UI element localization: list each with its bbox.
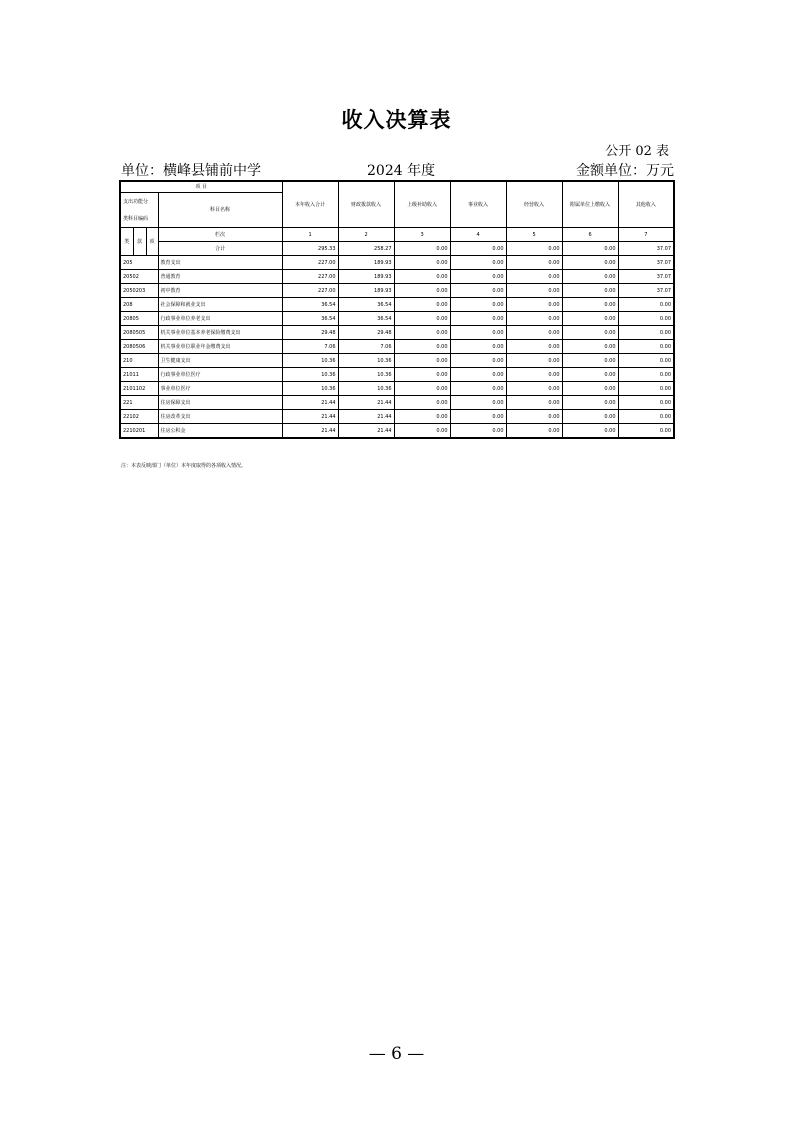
table-row (120, 284, 674, 298)
cell-value: 0.00 (506, 354, 562, 368)
cell-value: 0.00 (562, 382, 618, 396)
cell-value: 0.00 (450, 312, 506, 326)
cell-value: 10.36 (338, 382, 394, 396)
table-row (120, 270, 674, 284)
cell-value: 7.06 (338, 340, 394, 354)
income-table (119, 180, 675, 439)
cell-value: 0.00 (506, 256, 562, 270)
cell-value: 0.00 (562, 312, 618, 326)
cell-value: 0.00 (562, 298, 618, 312)
header-kuan: 款 (133, 228, 146, 256)
subject-code: 20805 (120, 312, 158, 326)
cell-value: 0.00 (506, 368, 562, 382)
table-row (120, 382, 674, 396)
cell-value: 189.93 (338, 256, 394, 270)
table-row (120, 354, 674, 368)
col-header-3: 上级补助收入 (394, 181, 450, 228)
subject-code: 2101102 (120, 382, 158, 396)
table-meta (121, 160, 674, 178)
cell-value: 0.00 (450, 382, 506, 396)
cell-value: 0.00 (562, 340, 618, 354)
col-num-7: 7 (618, 228, 674, 242)
cell-value: 37.07 (618, 270, 674, 284)
col-num-2: 2 (338, 228, 394, 242)
col-header-5: 经营收入 (506, 181, 562, 228)
subject-code: 208 (120, 298, 158, 312)
subject-code: 221 (120, 396, 158, 410)
table-row (120, 410, 674, 424)
subject-name: 卫生健康支出 (158, 354, 282, 368)
cell-value: 0.00 (562, 410, 618, 424)
cell-value: 0.00 (394, 298, 450, 312)
cell-value: 0.00 (394, 340, 450, 354)
subject-name: 行政事业单位医疗 (158, 368, 282, 382)
cell-value: 0.00 (394, 424, 450, 439)
cell-value: 0.00 (394, 382, 450, 396)
table-row (120, 256, 674, 270)
subject-name: 住房保障支出 (158, 396, 282, 410)
cell-value: 0.00 (562, 424, 618, 439)
cell-value: 0.00 (450, 424, 506, 439)
cell-value: 0.00 (618, 354, 674, 368)
cell-value: 29.48 (282, 326, 338, 340)
cell-value: 0.00 (394, 284, 450, 298)
cell-value: 0.00 (562, 326, 618, 340)
total-value: 0.00 (450, 242, 506, 256)
total-value: 0.00 (394, 242, 450, 256)
header-item: 项 目 (120, 181, 282, 193)
cell-value: 0.00 (506, 312, 562, 326)
row-label: 栏次 (158, 228, 282, 242)
subject-code: 20502 (120, 270, 158, 284)
table-row (120, 424, 674, 439)
cell-value: 36.54 (282, 298, 338, 312)
cell-value: 0.00 (618, 396, 674, 410)
cell-value: 36.54 (282, 312, 338, 326)
col-header-4: 事业收入 (450, 181, 506, 228)
table-row (120, 340, 674, 354)
cell-value: 227.00 (282, 284, 338, 298)
cell-value: 29.48 (338, 326, 394, 340)
table-row (120, 396, 674, 410)
subject-name: 行政事业单位养老支出 (158, 312, 282, 326)
cell-value: 227.00 (282, 270, 338, 284)
cell-value: 0.00 (506, 270, 562, 284)
cell-value: 0.00 (450, 270, 506, 284)
page-number: — 6 — (368, 1044, 425, 1064)
col-num-3: 3 (394, 228, 450, 242)
cell-value: 0.00 (394, 312, 450, 326)
year-label: 2024 年度 (367, 163, 436, 179)
cell-value: 21.44 (282, 410, 338, 424)
total-label: 合计 (158, 242, 282, 256)
subject-code: 22102 (120, 410, 158, 424)
cell-value: 36.54 (338, 298, 394, 312)
cell-value: 10.36 (338, 354, 394, 368)
cell-value: 0.00 (562, 270, 618, 284)
cell-value: 0.00 (506, 340, 562, 354)
cell-value: 0.00 (394, 368, 450, 382)
cell-value: 21.44 (282, 396, 338, 410)
subject-code: 2210201 (120, 424, 158, 439)
header-lei: 类 (120, 228, 133, 256)
cell-value: 0.00 (450, 396, 506, 410)
cell-value: 10.36 (282, 368, 338, 382)
cell-value: 0.00 (450, 284, 506, 298)
cell-value: 0.00 (562, 284, 618, 298)
subject-name: 机关事业单位基本养老保险缴费支出 (158, 326, 282, 340)
cell-value: 0.00 (562, 256, 618, 270)
cell-value: 0.00 (506, 326, 562, 340)
cell-value: 0.00 (506, 284, 562, 298)
table-row (120, 312, 674, 326)
total-value: 258.27 (338, 242, 394, 256)
table-note: 注：本表反映部门（单位）本年度取得的各项收入情况。 (121, 463, 247, 469)
header-xiang: 项 (146, 228, 158, 256)
header-row-lkx (120, 228, 674, 242)
header-row-item (120, 181, 674, 193)
cell-value: 227.00 (282, 256, 338, 270)
cell-value: 0.00 (562, 368, 618, 382)
col-num-4: 4 (450, 228, 506, 242)
total-value: 0.00 (562, 242, 618, 256)
subject-code: 2080505 (120, 326, 158, 340)
total-row (120, 242, 674, 256)
subject-code: 2080506 (120, 340, 158, 354)
subject-name: 机关事业单位职业年金缴费支出 (158, 340, 282, 354)
cell-value: 0.00 (450, 340, 506, 354)
subject-code: 210 (120, 354, 158, 368)
cell-value: 0.00 (618, 298, 674, 312)
cell-value: 0.00 (450, 298, 506, 312)
cell-value: 189.93 (338, 284, 394, 298)
col-header-1: 本年收入合计 (282, 181, 338, 228)
subject-code: 2050203 (120, 284, 158, 298)
cell-value: 0.00 (506, 424, 562, 439)
header-class-code: 类科目编码 (120, 211, 158, 228)
cell-value: 0.00 (506, 396, 562, 410)
cell-value: 0.00 (450, 368, 506, 382)
total-value: 0.00 (506, 242, 562, 256)
cell-value: 0.00 (394, 270, 450, 284)
cell-value: 0.00 (618, 368, 674, 382)
cell-value: 0.00 (450, 410, 506, 424)
cell-value: 0.00 (394, 354, 450, 368)
cell-value: 21.44 (282, 424, 338, 439)
cell-value: 0.00 (450, 326, 506, 340)
cell-value: 0.00 (506, 382, 562, 396)
col-num-1: 1 (282, 228, 338, 242)
total-value: 37.07 (618, 242, 674, 256)
subject-name: 社会保障和就业支出 (158, 298, 282, 312)
cell-value: 0.00 (506, 410, 562, 424)
cell-value: 0.00 (618, 326, 674, 340)
cell-value: 21.44 (338, 396, 394, 410)
cell-value: 10.36 (282, 382, 338, 396)
col-num-5: 5 (506, 228, 562, 242)
cell-value: 7.06 (282, 340, 338, 354)
unit-label: 单位：横峰县铺前中学 (121, 163, 261, 179)
cell-value: 36.54 (338, 312, 394, 326)
header-func-class: 支出功能分 (120, 193, 158, 212)
subject-name: 住房公积金 (158, 424, 282, 439)
col-header-6: 附属单位上缴收入 (562, 181, 618, 228)
subject-code: 21011 (120, 368, 158, 382)
col-header-7: 其他收入 (618, 181, 674, 228)
cell-value: 37.07 (618, 256, 674, 270)
cell-value: 21.44 (338, 410, 394, 424)
cell-value: 0.00 (562, 354, 618, 368)
cell-value: 0.00 (450, 354, 506, 368)
subject-name: 住房改革支出 (158, 410, 282, 424)
money-unit-label: 金额单位：万元 (576, 163, 674, 179)
cell-value: 0.00 (618, 312, 674, 326)
header-subject-name: 科目名称 (158, 193, 282, 228)
page-title: 收入决算表 (341, 108, 452, 132)
subject-name: 事业单位医疗 (158, 382, 282, 396)
total-value: 295.33 (282, 242, 338, 256)
col-header-2: 财政拨款收入 (338, 181, 394, 228)
cell-value: 0.00 (562, 396, 618, 410)
cell-value: 0.00 (394, 410, 450, 424)
cell-value: 0.00 (450, 256, 506, 270)
subject-name: 普通教育 (158, 270, 282, 284)
cell-value: 37.07 (618, 284, 674, 298)
table-row (120, 326, 674, 340)
cell-value: 0.00 (618, 340, 674, 354)
cell-value: 189.93 (338, 270, 394, 284)
cell-value: 10.36 (282, 354, 338, 368)
col-num-6: 6 (562, 228, 618, 242)
form-number: 公开 02 表 (605, 144, 669, 159)
cell-value: 0.00 (506, 298, 562, 312)
cell-value: 21.44 (338, 424, 394, 439)
cell-value: 0.00 (394, 396, 450, 410)
cell-value: 0.00 (394, 326, 450, 340)
cell-value: 0.00 (618, 382, 674, 396)
table-row (120, 298, 674, 312)
cell-value: 0.00 (618, 410, 674, 424)
subject-name: 初中教育 (158, 284, 282, 298)
table-row (120, 368, 674, 382)
subject-code: 205 (120, 256, 158, 270)
subject-name: 教育支出 (158, 256, 282, 270)
cell-value: 0.00 (394, 256, 450, 270)
cell-value: 0.00 (618, 424, 674, 439)
cell-value: 10.36 (338, 368, 394, 382)
